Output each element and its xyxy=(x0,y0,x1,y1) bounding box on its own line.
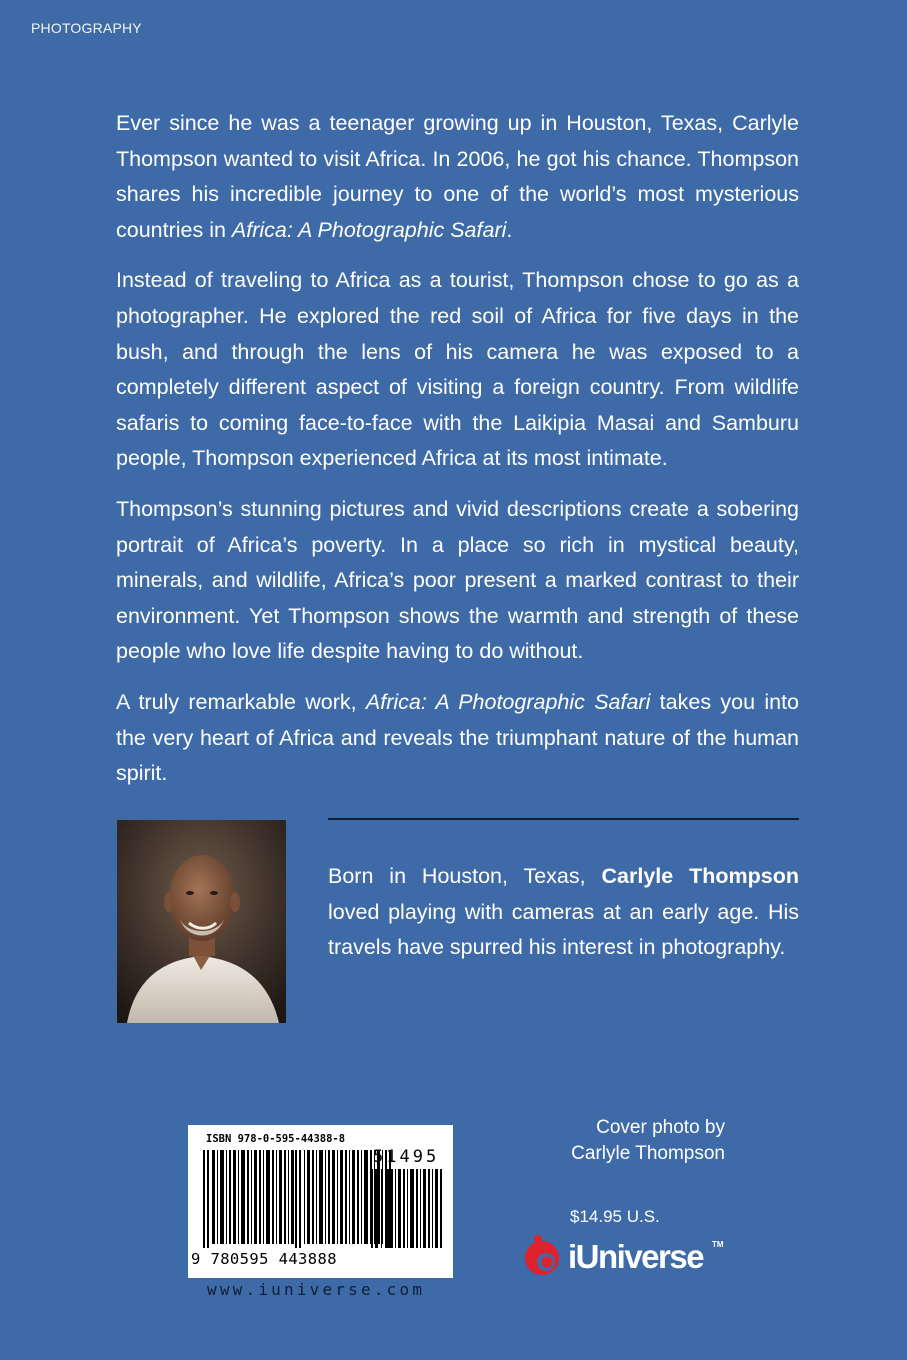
blurb-paragraph-3: Thompson’s stunning pictures and vivid descriptions create a sobering portrait of Africa’s poverty. In a place so rich in mystical beauty, minerals, and wildlife, Africa’s poor present a marked contrast to their environment. Yet Thompson shows the warmth and strength of these people who love life despite having to do without. xyxy=(116,496,799,664)
cover-photo-credit xyxy=(540,1115,725,1167)
credit-line-2: Carlyle Thompson xyxy=(571,1143,725,1164)
isbn-barcode xyxy=(188,1125,453,1278)
book-title: Africa: A Photographic Safari xyxy=(365,689,651,714)
credit-line-1: Cover photo by xyxy=(596,1117,725,1138)
book-title: Africa: A Photographic Safari xyxy=(231,217,507,242)
publisher-name: iUniverse xyxy=(568,1238,704,1275)
price-label: $14.95 U.S. xyxy=(570,1207,660,1226)
ean-digits: 9 780595 443888 xyxy=(191,1250,337,1268)
author-portrait-image xyxy=(117,820,286,1023)
publisher-logo xyxy=(522,1232,732,1280)
back-cover-blurb xyxy=(116,106,799,807)
blurb-paragraph-4: A truly remarkable work, Africa: A Photographic Safari takes you into the very heart of Africa and reveals the triumphant nature of the human spirit. xyxy=(116,689,800,786)
category-label: PHOTOGRAPHY xyxy=(31,20,142,36)
publisher-website: www.iuniverse.com xyxy=(207,1280,426,1299)
blurb-paragraph-1: Ever since he was a teenager growing up in Houston, Texas, Carlyle Thompson wanted to visit Africa. In 2006, he got his chance. Thompson shares his incredible journey to one of the world’s most mysterious countries in Africa: A Photographic Safari. xyxy=(116,111,799,242)
author-bio: Born in Houston, Texas, Carlyle Thompson loved playing with cameras at an early age. His travels have spurred his interest in photography. xyxy=(328,864,799,960)
isbn-text: ISBN 978-0-595-44388-8 xyxy=(206,1133,346,1145)
trademark-mark: TM xyxy=(712,1240,724,1249)
divider-rule xyxy=(328,818,799,820)
price-code: 51495 xyxy=(373,1147,440,1167)
blurb-paragraph-2: Instead of traveling to Africa as a tourist, Thompson chose to go as a photographer. He explored the red soil of Africa for five days in the bush, and through the lens of his camera he was exposed to a completely different aspect of visiting a foreign country. From wildlife safaris to coming face-to-face with the Laikipia Masai and Samburu people, Thompson experienced Africa at its most intimate. xyxy=(116,268,799,471)
publisher-swirl-icon xyxy=(522,1232,566,1280)
author-name: Carlyle Thompson xyxy=(601,864,799,888)
author-portrait xyxy=(117,820,286,1023)
